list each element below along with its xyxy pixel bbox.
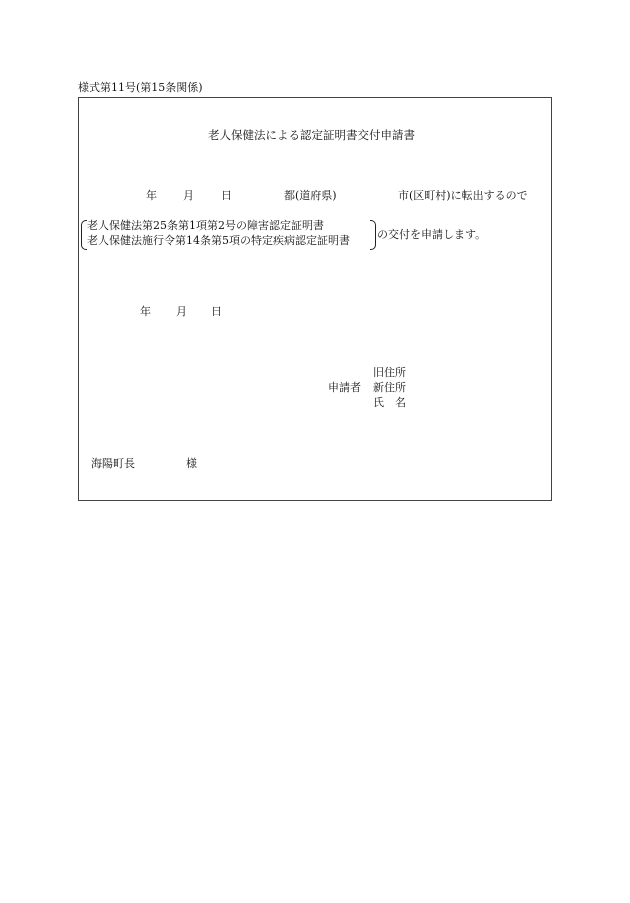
form-title: 老人保健法による認定証明書交付申請書 <box>208 128 415 142</box>
submit-year-label: 年 <box>140 305 151 318</box>
prefecture-label: 都(道府県) <box>284 189 337 202</box>
applicant-label: 申請者 <box>328 381 361 394</box>
bracket-right <box>370 220 376 250</box>
request-text: の交付を申請します。 <box>377 228 487 241</box>
name-label: 氏 名 <box>373 396 406 409</box>
new-address-label: 新住所 <box>373 381 406 394</box>
form-number: 様式第11号(第15条関係) <box>78 81 203 94</box>
transfer-year-label: 年 <box>146 189 157 202</box>
transfer-month-label: 月 <box>183 189 194 202</box>
city-transfer-clause: 市(区町村)に転出するので <box>398 189 528 202</box>
submit-month-label: 月 <box>176 305 187 318</box>
old-address-label: 旧住所 <box>373 366 406 379</box>
addressee-office: 海陽町長 <box>91 457 135 470</box>
submit-day-label: 日 <box>211 305 222 318</box>
addressee-honorific: 様 <box>186 457 197 470</box>
option-disability-certificate: 老人保健法第25条第1項第2号の障害認定証明書 <box>87 219 324 232</box>
option-specified-disease-certificate: 老人保健法施行令第14条第5項の特定疾病認定証明書 <box>87 234 350 247</box>
form-frame <box>78 97 552 501</box>
transfer-day-label: 日 <box>221 189 232 202</box>
